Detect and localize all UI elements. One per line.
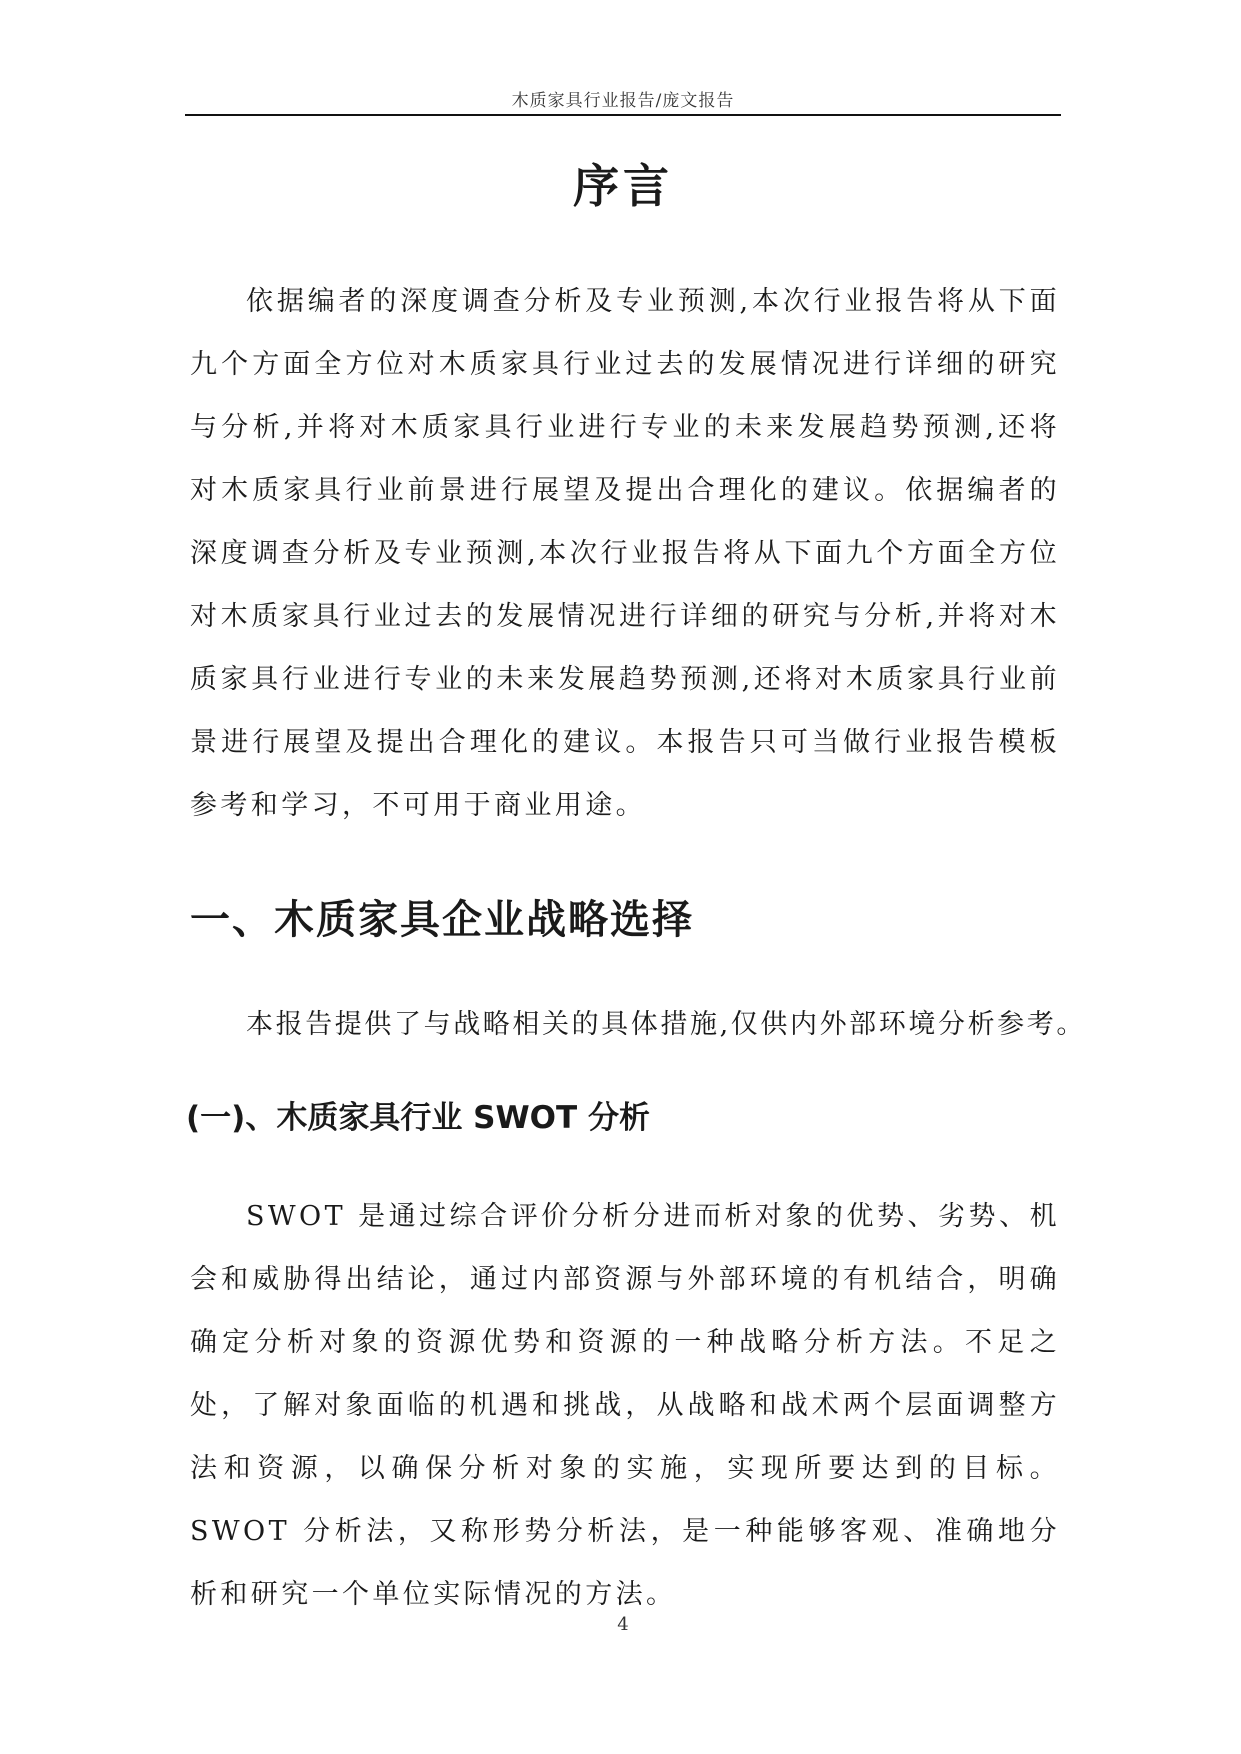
swot-paragraph: SWOT 是通过综合评价分析分进而析对象的优势、劣势、机会和威胁得出结论，通过内部资源与外部环境的有机结合，明确确定分析对象的资源优势和资源的一种战略分析方法。不足之处，了解对象面临的机遇和挑战，从战略和战术两个层面调整方法和资源，以确保分析对象的实施，实现所要达到的目标。 SWOT 分析法，又称形势分析法，是一种能够客观、准确地分析和研究一个单位实际情况的方法。 (190, 1201, 1060, 1610)
running-header: 木质家具行业报告/庞文报告 (511, 91, 735, 111)
section-note: 本报告提供了与战略相关的具体措施,仅供内外部环境分析参考。 (246, 1009, 1086, 1040)
subsection-heading: (一)、木质家具行业 SWOT 分析 (186, 1100, 650, 1136)
page-title: 序言 (573, 159, 673, 213)
header-rule (185, 114, 1061, 116)
page-number: 4 (617, 1614, 629, 1635)
section-heading: 一、木质家具企业战略选择 (190, 897, 694, 943)
preface-paragraph: 依据编者的深度调查分析及专业预测,本次行业报告将从下面九个方面全方位对木质家具行业过去的发展情况进行详细的研究与分析,并将对木质家具行业进行专业的未来发展趋势预测,还将对木质家具行业前景进行展望及提出合理化的建议。依据编者的深度调查分析及专业预测,本次行业报告将从下面九个方面全方位对木质家具行业过去的发展情况进行详细的研究与分析,并将对木质家具行业进行专业的未来发展趋势预测,还将对木质家具行业前景进行展望及提出合理化的建议。本报告只可当做行业报告模板参考和学习，不可用于商业用途。 (190, 286, 1060, 821)
